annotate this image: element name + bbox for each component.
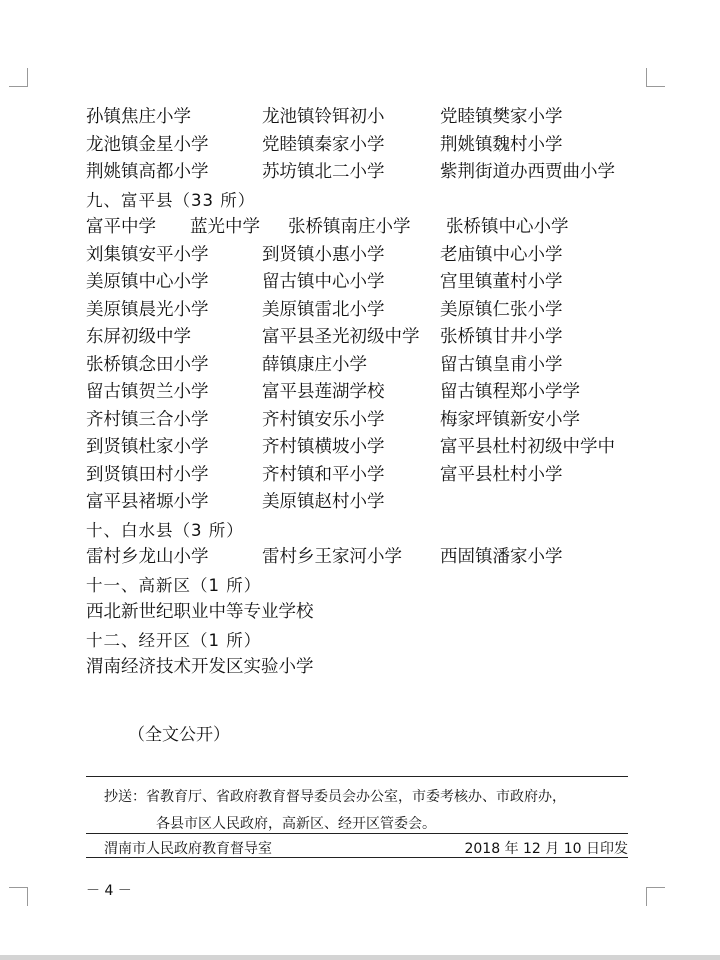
school-name: 齐村镇横坡小学 bbox=[262, 437, 385, 457]
bottom-scroll-bar bbox=[0, 955, 720, 960]
school-list bbox=[86, 104, 646, 682]
school-name: 蓝光中学 bbox=[190, 217, 260, 237]
school-row bbox=[86, 599, 646, 627]
crop-mark-bottom-left bbox=[9, 887, 28, 906]
school-name: 孙镇焦庄小学 bbox=[86, 107, 191, 127]
school-name: 到贤镇田村小学 bbox=[86, 464, 209, 485]
school-name: 龙池镇金星小学 bbox=[86, 134, 209, 155]
school-name: 党睦镇樊家小学 bbox=[440, 107, 563, 127]
school-name: 富平县褚塬小学 bbox=[86, 492, 209, 512]
school-name: 紫荆街道办西贾曲小学 bbox=[440, 162, 615, 182]
school-row bbox=[86, 297, 646, 325]
school-row bbox=[86, 489, 646, 517]
school-name: 渭南经济技术开发区实验小学 bbox=[86, 657, 314, 677]
school-row bbox=[86, 544, 646, 572]
school-row bbox=[86, 104, 646, 132]
school-name: 张桥镇念田小学 bbox=[86, 354, 209, 375]
issuing-office: 渭南市人民政府教育督导室 bbox=[104, 841, 272, 857]
school-name: 东屏初级中学 bbox=[86, 327, 191, 347]
school-name: 齐村镇和平小学 bbox=[262, 464, 385, 485]
school-name: 富平县圣光初级中学 bbox=[262, 327, 420, 347]
school-name: 梅家坪镇新安小学 bbox=[440, 409, 580, 430]
page-number: － 4 － bbox=[86, 883, 132, 899]
school-name: 富平中学 bbox=[86, 217, 156, 237]
school-name: 薛镇康庄小学 bbox=[262, 354, 367, 375]
school-name: 到贤镇杜家小学 bbox=[86, 437, 209, 457]
school-row bbox=[86, 324, 646, 352]
issuer-bottom-rule bbox=[86, 857, 628, 858]
school-name: 齐村镇三合小学 bbox=[86, 409, 209, 430]
cc-top-rule bbox=[86, 776, 628, 777]
school-name: 齐村镇安乐小学 bbox=[262, 409, 385, 430]
crop-mark-top-left bbox=[9, 68, 28, 87]
school-name: 留古镇程郑小学学 bbox=[440, 382, 580, 402]
school-name: 美原镇仁张小学 bbox=[440, 299, 563, 320]
school-name: 苏坊镇北二小学 bbox=[262, 162, 385, 182]
school-row bbox=[86, 352, 646, 380]
school-row bbox=[86, 242, 646, 270]
school-name: 党睦镇秦家小学 bbox=[262, 134, 385, 155]
crop-mark-top-right bbox=[646, 68, 665, 87]
school-name: 西固镇潘家小学 bbox=[440, 547, 563, 567]
cc-line-2: 各县市区人民政府，高新区、经开区管委会。 bbox=[156, 816, 436, 832]
school-row bbox=[86, 379, 646, 407]
crop-mark-bottom-right bbox=[646, 887, 665, 906]
school-name: 美原镇中心小学 bbox=[86, 272, 209, 292]
school-name: 宫里镇董村小学 bbox=[440, 272, 563, 292]
school-row bbox=[86, 214, 646, 242]
school-row bbox=[86, 654, 646, 682]
section-heading: 十、白水县（3 所） bbox=[86, 520, 244, 540]
school-name: 美原镇雷北小学 bbox=[262, 299, 385, 320]
school-name: 张桥镇南庄小学 bbox=[288, 217, 411, 237]
section-heading: 十二、经开区（1 所） bbox=[86, 630, 262, 650]
school-name: 留古镇中心小学 bbox=[262, 272, 385, 292]
school-name: 富平县杜村小学 bbox=[440, 464, 563, 485]
school-row bbox=[86, 159, 646, 187]
school-row bbox=[86, 132, 646, 160]
school-name: 留古镇贺兰小学 bbox=[86, 382, 209, 402]
school-name: 老庙镇中心小学 bbox=[440, 244, 563, 265]
school-row bbox=[86, 407, 646, 435]
school-name: 留古镇皇甫小学 bbox=[440, 354, 563, 375]
school-name: 张桥镇中心小学 bbox=[446, 217, 569, 237]
school-name: 美原镇赵村小学 bbox=[262, 492, 385, 512]
school-name: 西北新世纪职业中等专业学校 bbox=[86, 602, 314, 622]
school-row bbox=[86, 269, 646, 297]
issue-date: 2018 年 12 月 10 日印发 bbox=[464, 841, 628, 857]
school-name: 雷村乡龙山小学 bbox=[86, 547, 209, 567]
school-row bbox=[86, 462, 646, 490]
school-name: 雷村乡王家河小学 bbox=[262, 547, 402, 567]
cc-line-1: 抄送：省教育厅、省政府教育督导委员会办公室，市委考核办、市政府办， bbox=[104, 789, 566, 805]
school-name: 荆姚镇魏村小学 bbox=[440, 134, 563, 155]
public-disclosure-note: （全文公开） bbox=[128, 725, 230, 745]
school-name: 富平县莲湖学校 bbox=[262, 382, 385, 402]
cc-bottom-rule bbox=[86, 833, 628, 834]
school-name: 刘集镇安平小学 bbox=[86, 244, 209, 265]
school-name: 张桥镇甘井小学 bbox=[440, 327, 563, 347]
school-row bbox=[86, 434, 646, 462]
school-name: 美原镇晨光小学 bbox=[86, 299, 209, 320]
section-heading: 十一、高新区（1 所） bbox=[86, 575, 262, 595]
school-name: 到贤镇小惠小学 bbox=[262, 244, 385, 265]
school-name: 富平县杜村初级中学中 bbox=[440, 437, 615, 457]
school-name: 龙池镇铃铒初小 bbox=[262, 107, 385, 127]
school-name: 荆姚镇高都小学 bbox=[86, 162, 209, 182]
section-heading: 九、富平县（33 所） bbox=[86, 190, 256, 210]
